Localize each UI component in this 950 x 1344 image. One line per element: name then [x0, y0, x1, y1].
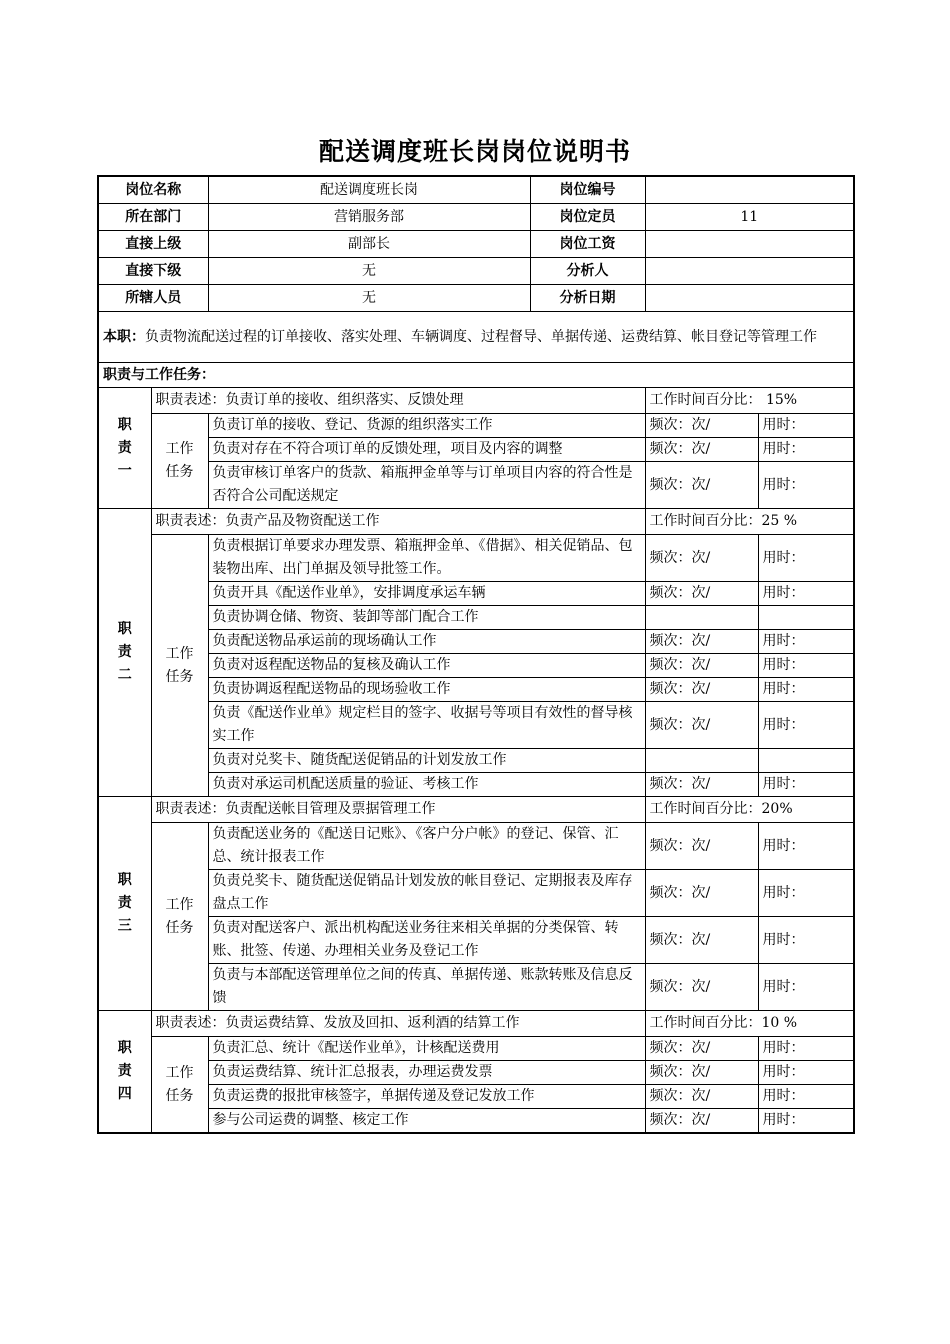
task-frequency: [645, 606, 758, 630]
duty-percent: 工作时间百分比：20%: [645, 797, 854, 823]
info-value: [645, 285, 854, 312]
info-value: [645, 231, 854, 258]
task-text: 负责汇总、统计《配送作业单》，计核配送费用: [208, 1037, 645, 1061]
duty-name-char: 责: [117, 1063, 132, 1079]
task-text: 负责《配送作业单》规定栏目的签字、收据号等项目有效性的督导核实工作: [208, 702, 645, 749]
task-label-word: 工作: [165, 1064, 194, 1081]
task-time: 用时：: [758, 870, 854, 917]
task-time: 用时：: [758, 964, 854, 1011]
job-description-table: [97, 175, 855, 1134]
duty-name: [98, 509, 151, 797]
benzhi-label: 本职：: [103, 328, 145, 345]
info-value: 副部长: [208, 231, 530, 258]
info-value: [645, 176, 854, 204]
task-label: [151, 535, 208, 797]
task-time: 用时：: [758, 1109, 854, 1134]
task-text: 负责对配送客户、派出机构配送业务往来相关单据的分类保管、转账、批签、传递、办理相关业务及登记工作: [208, 917, 645, 964]
task-text: 参与公司运费的调整、核定工作: [208, 1109, 645, 1134]
info-value: 无: [208, 258, 530, 285]
duty-name: [98, 388, 151, 509]
task-label-word: 工作: [165, 645, 194, 662]
task-text: 负责对返程配送物品的复核及确认工作: [208, 654, 645, 678]
info-value: 配送调度班长岗: [208, 176, 530, 204]
duties-header-row: [98, 363, 854, 388]
task-frequency: 频次：次/: [645, 462, 758, 509]
task-row: [98, 630, 854, 654]
task-frequency: 频次：次/: [645, 414, 758, 438]
duties-header: 职责与工作任务：: [98, 363, 854, 388]
task-row: [98, 870, 854, 917]
duty-percent: 工作时间百分比：25 %: [645, 509, 854, 535]
task-text: 负责配送物品承运前的现场确认工作: [208, 630, 645, 654]
info-value: 营销服务部: [208, 204, 530, 231]
task-frequency: 频次：次/: [645, 438, 758, 462]
task-label-word: 任务: [165, 919, 194, 936]
duty-name-char: 责: [117, 644, 132, 660]
task-time: 用时：: [758, 773, 854, 797]
task-frequency: 频次：次/: [645, 917, 758, 964]
info-value: 无: [208, 285, 530, 312]
task-frequency: 频次：次/: [645, 535, 758, 582]
task-row: [98, 1037, 854, 1061]
duty-name: [98, 1011, 151, 1134]
duty-name-char: 二: [117, 667, 132, 683]
task-time: 用时：: [758, 414, 854, 438]
task-row: [98, 535, 854, 582]
task-text: 负责对兑奖卡、随货配送促销品的计划发放工作: [208, 749, 645, 773]
task-frequency: 频次：次/: [645, 702, 758, 749]
task-frequency: 频次：次/: [645, 964, 758, 1011]
task-label-word: 工作: [165, 441, 194, 457]
task-label-word: 任务: [165, 1087, 194, 1104]
task-time: 用时：: [758, 1061, 854, 1085]
task-frequency: 频次：次/: [645, 582, 758, 606]
duty-name-char: 四: [117, 1086, 132, 1102]
task-text: 负责配送业务的《配送日记账》、《客户分户帐》的登记、保管、汇总、统计报表工作: [208, 823, 645, 870]
info-label: 分析人: [530, 258, 645, 285]
task-frequency: 频次：次/: [645, 1061, 758, 1085]
page-title: 配送调度班长岗岗位说明书: [318, 137, 631, 166]
info-label: 岗位定员: [530, 204, 645, 231]
benzhi-row: [98, 312, 854, 363]
info-row: [98, 176, 854, 204]
task-time: 用时：: [758, 823, 854, 870]
duty-name-char: 职: [117, 416, 132, 433]
task-text: 负责根据订单要求办理发票、箱瓶押金单、《借据》、相关促销品、包装物出库、出门单据及领导批签工作。: [208, 535, 645, 582]
info-label: 岗位工资: [530, 231, 645, 258]
info-label: 所在部门: [98, 204, 208, 231]
task-row: [98, 917, 854, 964]
duty-percent: 工作时间百分比：10 %: [645, 1011, 854, 1037]
duty-desc-row: [98, 1011, 854, 1037]
task-text: 负责开具《配送作业单》，安排调度承运车辆: [208, 582, 645, 606]
task-text: 负责协调返程配送物品的现场验收工作: [208, 678, 645, 702]
task-time: 用时：: [758, 582, 854, 606]
duty-name-char: 责: [117, 439, 132, 456]
task-text: 负责运费结算、统计汇总报表，办理运费发票: [208, 1061, 645, 1085]
task-row: [98, 1109, 854, 1134]
benzhi-cell: [98, 312, 854, 363]
duty-desc: 职责表述：负责配送帐目管理及票据管理工作: [151, 797, 645, 823]
duty-desc-row: [98, 388, 854, 414]
duty-name-char: 职: [117, 872, 132, 888]
duty-desc: 职责表述：负责运费结算、发放及回扣、返利酒的结算工作: [151, 1011, 645, 1037]
task-frequency: 频次：次/: [645, 1109, 758, 1134]
task-row: [98, 414, 854, 438]
task-time: 用时：: [758, 462, 854, 509]
table-body: [98, 176, 854, 1133]
task-time: 用时：: [758, 702, 854, 749]
info-row: [98, 231, 854, 258]
task-text: 负责运费的报批审核签字，单据传递及登记发放工作: [208, 1085, 645, 1109]
task-row: [98, 702, 854, 749]
task-label-word: 工作: [165, 896, 194, 913]
task-text: 负责对存在不符合项订单的反馈处理，项目及内容的调整: [208, 438, 645, 462]
info-label: 分析日期: [530, 285, 645, 312]
duty-name-char: 三: [117, 918, 132, 934]
info-row: [98, 285, 854, 312]
task-time: 用时：: [758, 1085, 854, 1109]
task-row: [98, 678, 854, 702]
task-frequency: 频次：次/: [645, 654, 758, 678]
duty-percent: 工作时间百分比： 15%: [645, 388, 854, 414]
info-label: 岗位名称: [98, 176, 208, 204]
task-text: 负责对承运司机配送质量的验证、考核工作: [208, 773, 645, 797]
task-frequency: 频次：次/: [645, 773, 758, 797]
duty-desc: 职责表述：负责产品及物资配送工作: [151, 509, 645, 535]
task-time: 用时：: [758, 1037, 854, 1061]
task-frequency: [645, 749, 758, 773]
task-row: [98, 462, 854, 509]
info-row: [98, 204, 854, 231]
task-text: 负责订单的接收、登记、货源的组织落实工作: [208, 414, 645, 438]
duty-name-char: 责: [117, 895, 132, 911]
benzhi-text: 负责物流配送过程的订单接收、落实处理、车辆调度、过程督导、单据传递、运费结算、帐目登记等管理工作: [145, 328, 817, 345]
duty-name-char: 职: [117, 1040, 132, 1056]
task-text: 负责兑奖卡、随货配送促销品计划发放的帐目登记、定期报表及库存盘点工作: [208, 870, 645, 917]
info-row: [98, 258, 854, 285]
task-row: [98, 749, 854, 773]
task-label: [151, 823, 208, 1011]
task-frequency: 频次：次/: [645, 823, 758, 870]
task-label-word: 任务: [165, 668, 194, 685]
task-frequency: 频次：次/: [645, 678, 758, 702]
task-label: [151, 1037, 208, 1134]
task-frequency: 频次：次/: [645, 1085, 758, 1109]
task-time: 用时：: [758, 535, 854, 582]
task-row: [98, 582, 854, 606]
info-label: 岗位编号: [530, 176, 645, 204]
info-value: [645, 258, 854, 285]
task-time: 用时：: [758, 630, 854, 654]
duty-name: [98, 797, 151, 1011]
task-row: [98, 654, 854, 678]
task-text: 负责与本部配送管理单位之间的传真、单据传递、账款转账及信息反馈: [208, 964, 645, 1011]
duty-desc: 职责表述：负责订单的接收、组织落实、反馈处理: [151, 388, 645, 414]
task-time: [758, 749, 854, 773]
task-time: [758, 606, 854, 630]
task-row: [98, 964, 854, 1011]
task-label: [151, 414, 208, 509]
task-row: [98, 773, 854, 797]
task-time: 用时：: [758, 917, 854, 964]
task-row: [98, 823, 854, 870]
task-row: [98, 1061, 854, 1085]
duty-desc-row: [98, 509, 854, 535]
task-frequency: 频次：次/: [645, 630, 758, 654]
task-time: 用时：: [758, 678, 854, 702]
duty-name-char: 一: [117, 462, 132, 479]
task-row: [98, 438, 854, 462]
task-row: [98, 1085, 854, 1109]
task-time: 用时：: [758, 654, 854, 678]
info-label: 所辖人员: [98, 285, 208, 312]
info-label: 直接下级: [98, 258, 208, 285]
duty-name-char: 职: [117, 621, 132, 637]
info-label: 直接上级: [98, 231, 208, 258]
info-value: 11: [645, 204, 854, 231]
task-time: 用时：: [758, 438, 854, 462]
duty-desc-row: [98, 797, 854, 823]
task-text: 负责审核订单客户的货款、箱瓶押金单等与订单项目内容的符合性是否符合公司配送规定: [208, 462, 645, 509]
task-frequency: 频次：次/: [645, 1037, 758, 1061]
task-text: 负责协调仓储、物资、装卸等部门配合工作: [208, 606, 645, 630]
task-label-word: 任务: [165, 464, 194, 480]
task-row: [98, 606, 854, 630]
task-frequency: 频次：次/: [645, 870, 758, 917]
